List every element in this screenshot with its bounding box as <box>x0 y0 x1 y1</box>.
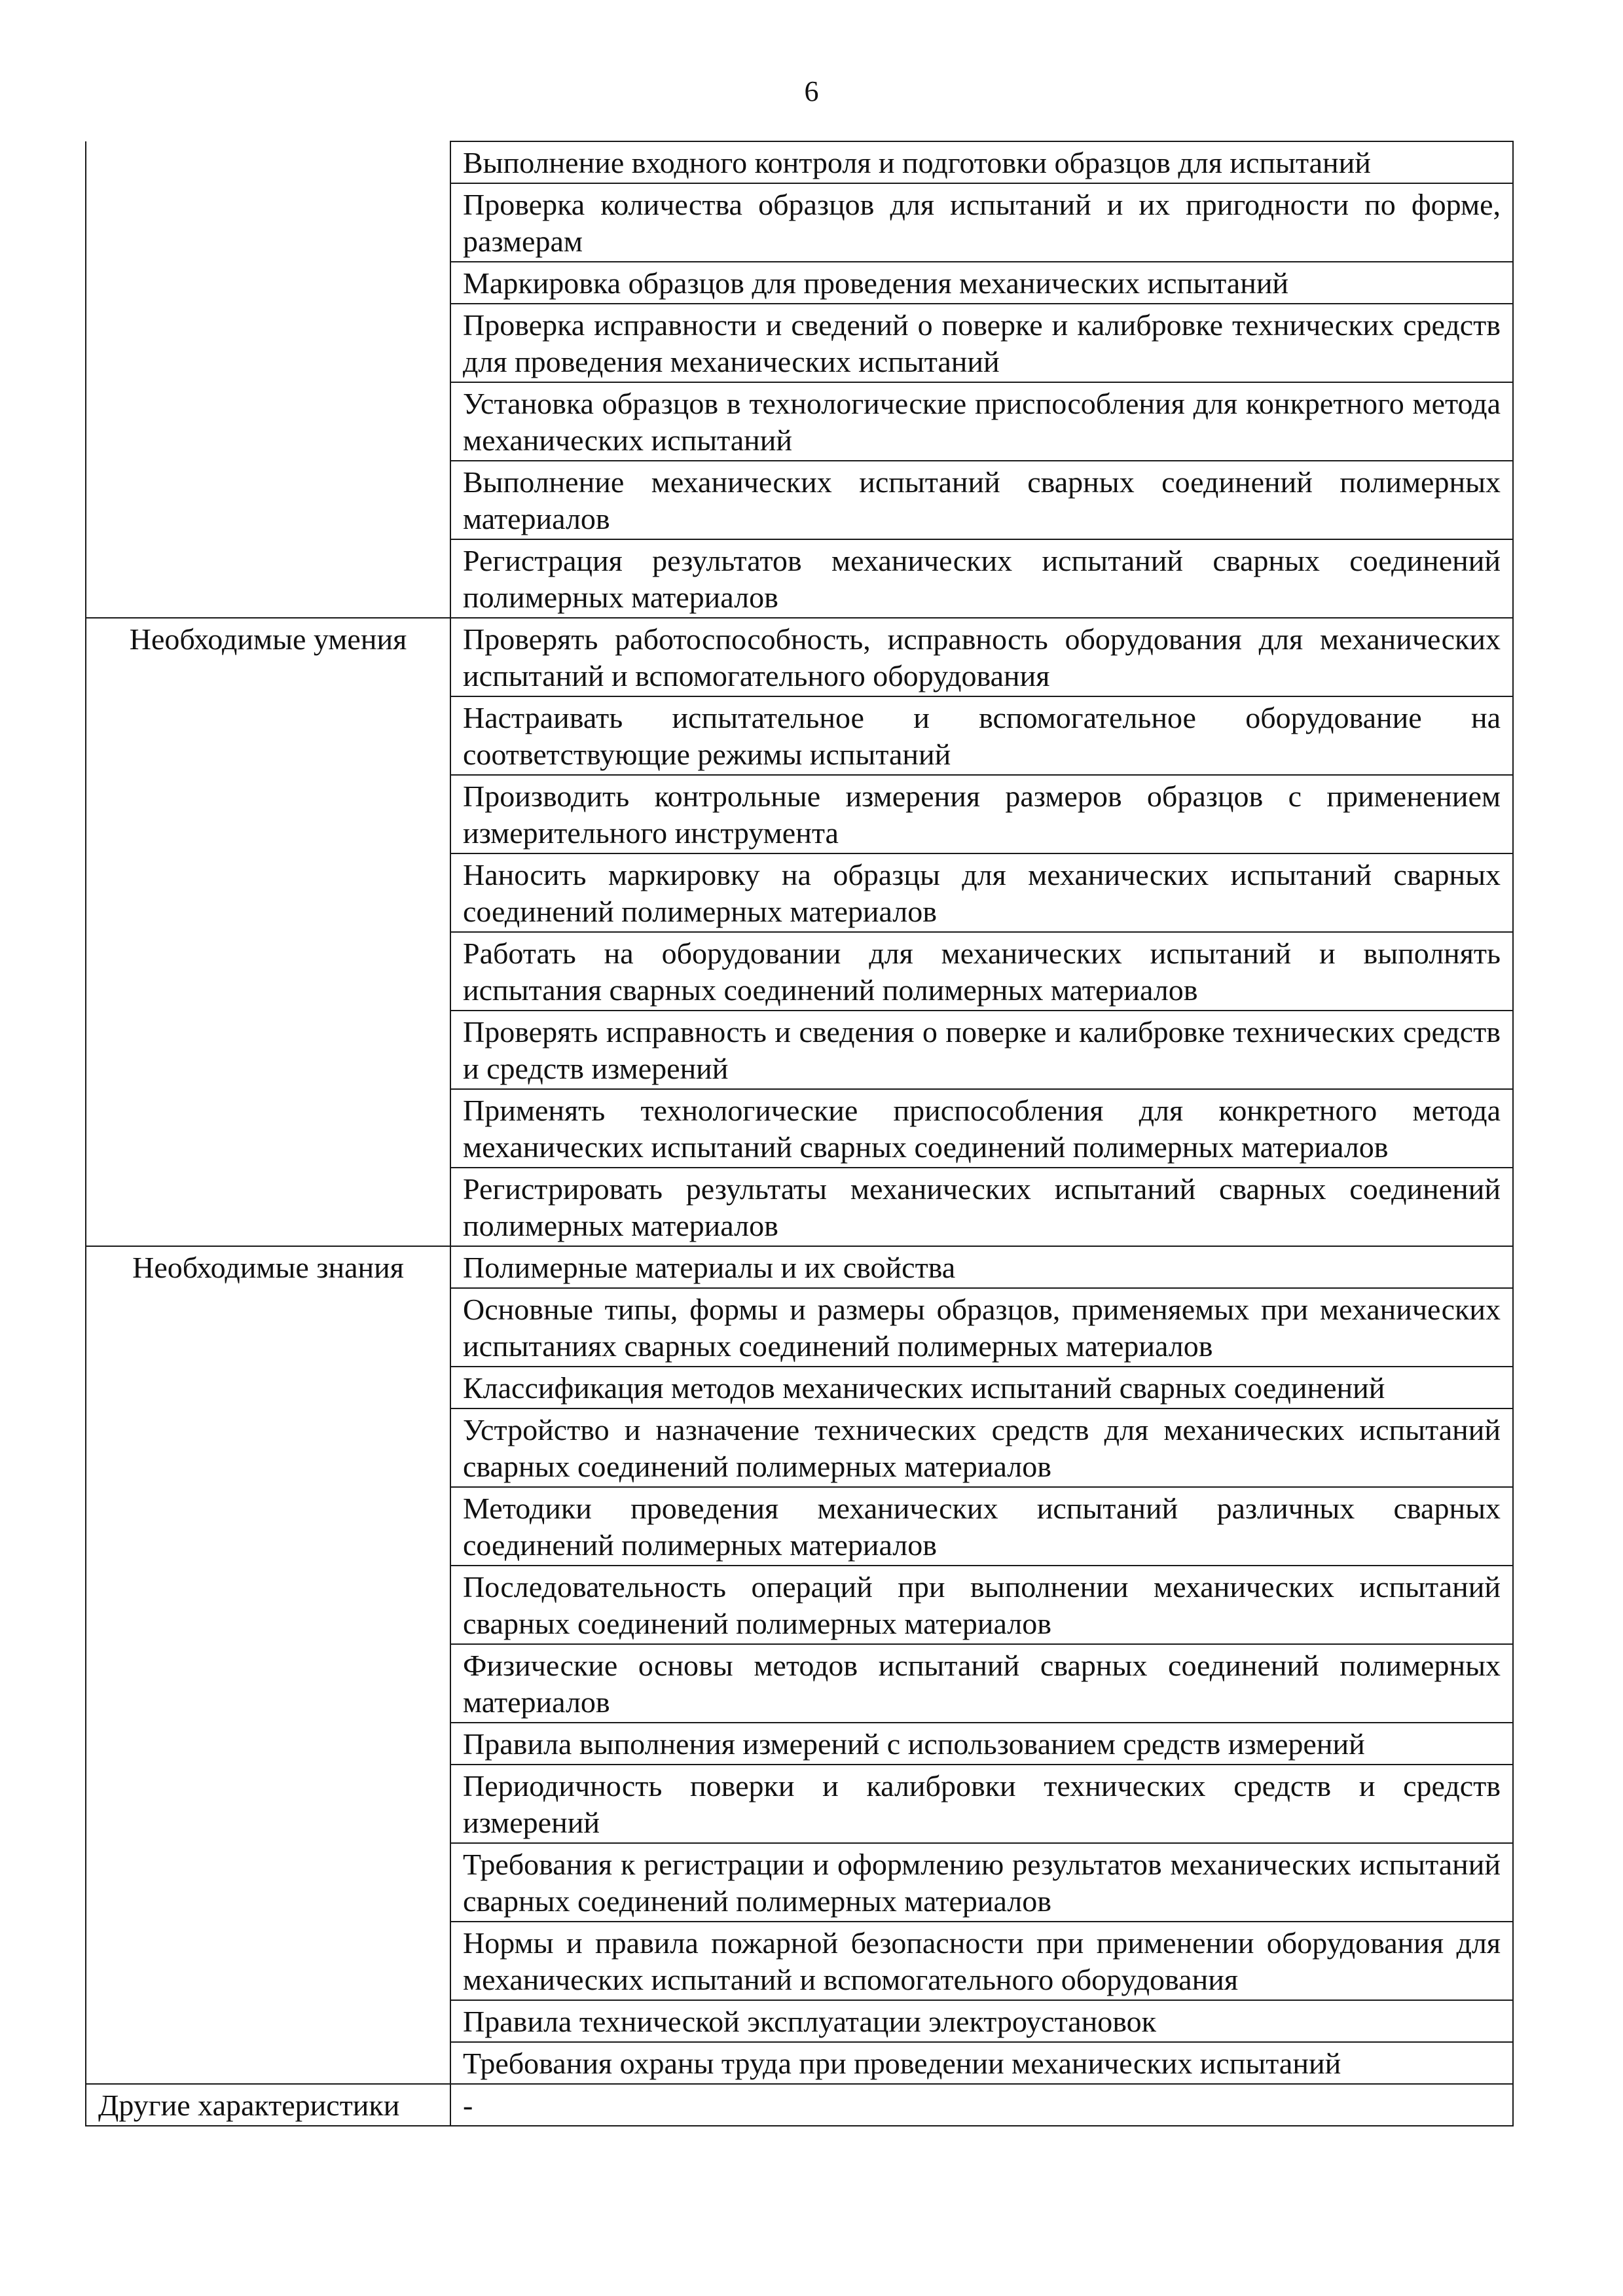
section-label: Необходимые умения <box>86 618 450 1246</box>
requirement-item: Основные типы, формы и размеры образцов, применяемых при механических испытаниях сварных соединений полимерных материалов <box>450 1288 1513 1367</box>
requirement-item: Полимерные материалы и их свойства <box>450 1246 1513 1288</box>
requirement-item: Нормы и правила пожарной безопасности при применении оборудования для механических испытаний и вспомогательного оборудования <box>450 1922 1513 2000</box>
requirement-item: Установка образцов в технологические приспособления для конкретного метода механических испытаний <box>450 382 1513 461</box>
requirement-item: Выполнение механических испытаний сварных соединений полимерных материалов <box>450 461 1513 539</box>
requirement-item: Методики проведения механических испытаний различных сварных соединений полимерных материалов <box>450 1487 1513 1566</box>
requirement-item: Выполнение входного контроля и подготовки образцов для испытаний <box>450 141 1513 183</box>
requirement-item: Регистрировать результаты механических испытаний сварных соединений полимерных материалов <box>450 1168 1513 1246</box>
requirement-item: Наносить маркировку на образцы для механических испытаний сварных соединений полимерных материалов <box>450 853 1513 932</box>
requirement-item: Применять технологические приспособления для конкретного метода механических испытаний сварных соединений полимерных материалов <box>450 1089 1513 1168</box>
requirement-item: Проверка количества образцов для испытаний и их пригодности по форме, размерам <box>450 183 1513 262</box>
table-row <box>86 618 1513 696</box>
table-body <box>86 141 1513 2126</box>
section-label: Другие характеристики <box>86 2084 450 2126</box>
requirement-item: Настраивать испытательное и вспомогательное оборудование на соответствующие режимы испытаний <box>450 696 1513 775</box>
requirement-item: Классификация методов механических испытаний сварных соединений <box>450 1367 1513 1408</box>
page-number: 6 <box>804 75 819 107</box>
requirement-item: - <box>450 2084 1513 2126</box>
table-row <box>86 2084 1513 2126</box>
requirement-item: Требования к регистрации и оформлению результатов механических испытаний сварных соединений полимерных материалов <box>450 1843 1513 1922</box>
requirement-item: Последовательность операций при выполнении механических испытаний сварных соединений полимерных материалов <box>450 1566 1513 1644</box>
requirement-item: Периодичность поверки и калибровки технических средств и средств измерений <box>450 1765 1513 1843</box>
requirement-item: Требования охраны труда при проведении механических испытаний <box>450 2042 1513 2084</box>
requirement-item: Проверка исправности и сведений о поверке и калибровке технических средств для проведения механических испытаний <box>450 304 1513 382</box>
requirement-item: Проверять работоспособность, исправность оборудования для механических испытаний и вспомогательного оборудования <box>450 618 1513 696</box>
requirement-item: Регистрация результатов механических испытаний сварных соединений полимерных материалов <box>450 539 1513 618</box>
requirement-item: Производить контрольные измерения размеров образцов с применением измерительного инструмента <box>450 775 1513 853</box>
table-row <box>86 141 1513 183</box>
requirement-item: Маркировка образцов для проведения механических испытаний <box>450 262 1513 304</box>
requirements-table <box>85 141 1514 2126</box>
requirement-item: Проверять исправность и сведения о поверке и калибровке технических средств и средств измерений <box>450 1011 1513 1089</box>
requirement-item: Физические основы методов испытаний сварных соединений полимерных материалов <box>450 1644 1513 1723</box>
section-label <box>86 141 450 618</box>
requirement-item: Работать на оборудовании для механических испытаний и выполнять испытания сварных соединений полимерных материалов <box>450 932 1513 1011</box>
requirement-item: Устройство и назначение технических средств для механических испытаний сварных соединений полимерных материалов <box>450 1408 1513 1487</box>
requirement-item: Правила технической эксплуатации электроустановок <box>450 2000 1513 2042</box>
table-row <box>86 1246 1513 1288</box>
section-label: Необходимые знания <box>86 1246 450 2084</box>
requirement-item: Правила выполнения измерений с использованием средств измерений <box>450 1723 1513 1765</box>
